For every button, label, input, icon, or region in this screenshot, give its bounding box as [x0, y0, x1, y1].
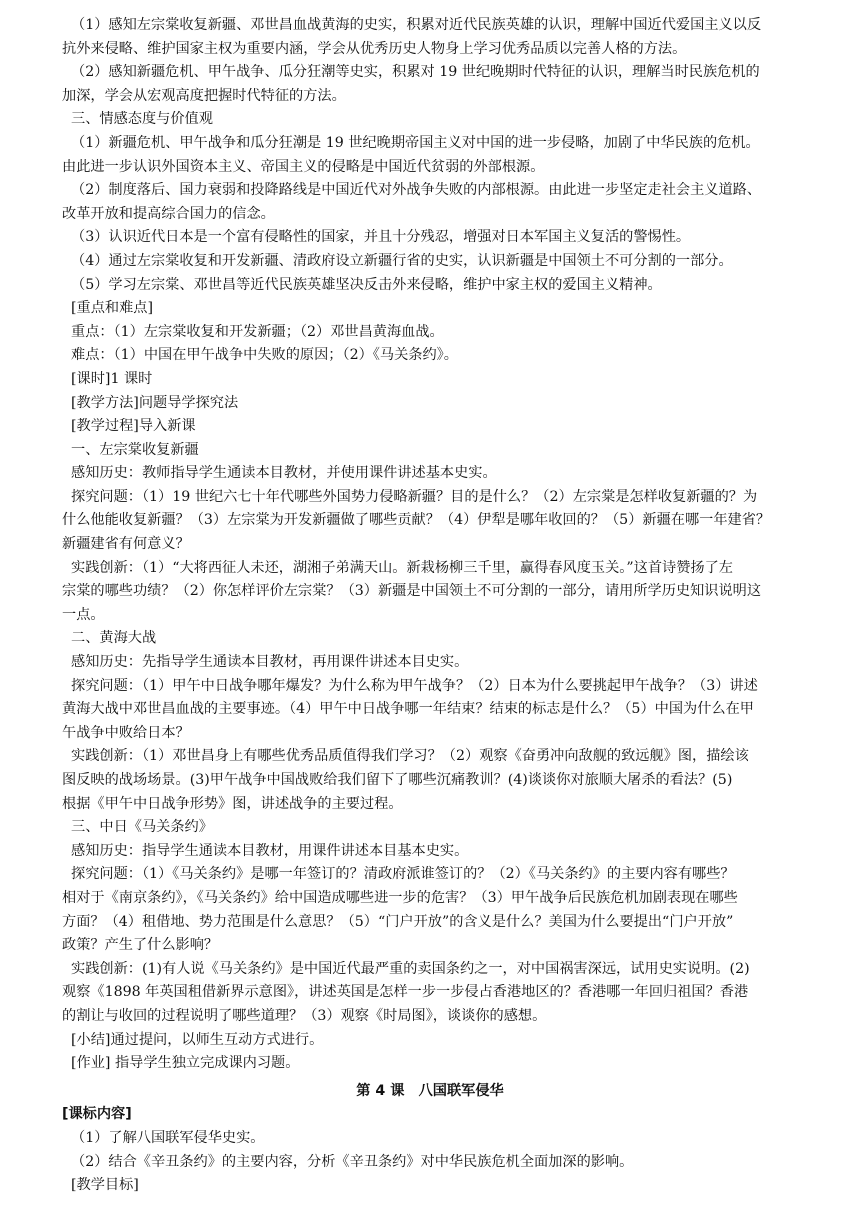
text-line: 新疆建省有何意义？: [62, 536, 190, 553]
text-line: 实践创新：(1)有人说《马关条约》是中国近代最严重的卖国条约之一，对中国祸害深远，试用史实说明。(2): [71, 960, 750, 977]
text-line: 抗外来侵略、维护国家主权为重要内涵，学会从优秀历史人物身上学习优秀品质以完善人格的方法。: [62, 40, 687, 57]
text-line: 感知历史：先指导学生通读本目教材，再用课件讲述本目史实。: [71, 654, 469, 671]
text-line: （2）制度落后、国力衰弱和投降路线是中国近代对外战争失败的内部根源。由此进一步坚定走社会主义道路、: [71, 182, 762, 199]
text-line: 政策？产生了什么影响？: [62, 937, 219, 954]
text-line: 一点。: [62, 606, 105, 623]
text-line: [作业] 指导学生独立完成课内习题。: [71, 1055, 300, 1072]
text-line: 一、左宗棠收复新疆: [71, 441, 199, 458]
text-line: [小结]通过提问，以师生互动方式进行。: [71, 1031, 324, 1048]
body-text: [62, 14, 798, 1076]
text-line: 探究问题：（1）《马关条约》是哪一年签订的？清政府派谁签订的？（2）《马关条约》的主要内容有哪些？: [71, 866, 735, 883]
text-line: [教学过程]导入新课: [71, 418, 196, 435]
text-line: （1）了解八国联军侵华史实。: [71, 1129, 265, 1146]
text-line: 改革开放和提高综合国力的信念。: [62, 205, 275, 222]
standards-label: [课标内容]: [62, 1106, 132, 1123]
text-line: 黄海大战中邓世昌血战的主要事迹。（4）甲午中日战争哪一年结束？结束的标志是什么？（5）中国为什么在甲: [62, 701, 754, 718]
text-line: 实践创新：（1）邓世昌身上有哪些优秀品质值得我们学习？（2）观察《奋勇冲向敌舰的致远舰》图，描绘该: [71, 748, 749, 765]
text-line: （3）认识近代日本是一个富有侵略性的国家，并且十分残忍，增强对日本军国主义复活的警惕性。: [71, 229, 691, 246]
text-line: 感知历史：指导学生通读本目教材，用课件讲述本目基本史实。: [71, 842, 469, 859]
text-line: （4）通过左宗棠收复和开发新疆、清政府设立新疆行省的史实，认识新疆是中国领土不可分割的一部分。: [71, 252, 733, 269]
text-line: 观察《1898 年英国租借新界示意图》，讲述英国是怎样一步一步侵占香港地区的？香港哪一年回归祖国？香港: [62, 984, 749, 1001]
text-line: 三、情感态度与价值观: [71, 111, 213, 128]
text-line: 难点：（1）中国在甲午战争中失败的原因；（2）《马关条约》。: [71, 347, 458, 364]
text-line: 图反映的战场场景。(3)甲午战争中国战败给我们留下了哪些沉痛教训？(4)谈谈你对旅顺大屠杀的看法？(5): [62, 772, 733, 788]
text-line: 探究问题：（1）19 世纪六七十年代哪些外国势力侵略新疆？目的是什么？（2）左宗棠是怎样收复新疆的？为: [71, 488, 758, 505]
text-line: （2）结合《辛丑条约》的主要内容，分析《辛丑条约》对中华民族危机全面加深的影响。: [71, 1153, 634, 1170]
text-line: [重点和难点]: [71, 300, 154, 317]
text-line: 什么他能收复新疆？（3）左宗棠为开发新疆做了哪些贡献？（4）伊犁是哪年收回的？（5）新疆在哪一年建省？: [62, 512, 771, 529]
text-line: 实践创新：（1）“大将西征人未还，湖湘子弟满天山。新栽杨柳三千里，赢得春风度玉关。”这首诗赞扬了左: [71, 559, 733, 576]
text-line: （1）新疆危机、甲午战争和瓜分狂潮是 19 世纪晚期帝国主义对中国的进一步侵略，加剧了中华民族的危机。: [71, 134, 760, 151]
text-line: 相对于《南京条约》，《马关条约》给中国造成哪些进一步的危害？（3）甲午战争后民族危机加剧表现在哪些: [62, 889, 738, 906]
text-line: 方面？（4）租借地、势力范围是什么意思？（5）“门户开放”的含义是什么？美国为什么要提出“门户开放”: [62, 913, 734, 930]
text-line: 探究问题：（1）甲午中日战争哪年爆发？为什么称为甲午战争？（2）日本为什么要挑起甲午战争？（3）讲述: [71, 677, 758, 694]
text-line: （5）学习左宗棠、邓世昌等近代民族英雄坚决反击外来侵略，维护中家主权的爱国主义精神。: [71, 276, 662, 293]
text-line: 午战争中败给日本？: [62, 724, 190, 741]
text-line: 感知历史：教师指导学生通读本目教材，并使用课件讲述基本史实。: [71, 465, 497, 482]
text-line: 由此进一步认识外国资本主义、帝国主义的侵略是中国近代贫弱的外部根源。: [62, 158, 545, 175]
standards-text: [62, 1127, 798, 1198]
text-line: 宗棠的哪些功绩？（2）你怎样评价左宗棠？（3）新疆是中国领土不可分割的一部分，请用所学历史知识说明这: [62, 583, 762, 600]
text-line: （1）感知左宗棠收复新疆、邓世昌血战黄海的史实，积累对近代民族英雄的认识，理解中国近代爱国主义以反: [71, 17, 762, 33]
lesson-heading: 第 4 课 八国联军侵华: [356, 1082, 504, 1099]
text-line: 重点：（1）左宗棠收复和开发新疆；（2）邓世昌黄海血战。: [71, 323, 444, 340]
text-line: 加深，学会从宏观高度把握时代特征的方法。: [62, 87, 346, 104]
text-line: 的割让与收回的过程说明了哪些道理？（3）观察《时局图》，谈谈你的感想。: [62, 1007, 547, 1024]
text-line: [教学目标]: [71, 1177, 139, 1194]
text-line: 根据《甲午中日战争形势》图，讲述战争的主要过程。: [62, 795, 403, 812]
text-line: 二、黄海大战: [71, 630, 157, 647]
text-line: [教学方法]问题导学探究法: [71, 394, 239, 411]
text-line: 三、中日《马关条约》: [71, 819, 213, 836]
text-line: [课时]1 课时: [71, 370, 153, 387]
text-line: （2）感知新疆危机、甲午战争、瓜分狂潮等史实，积累对 19 世纪晚期时代特征的认识，理解当时民族危机的: [71, 64, 760, 81]
